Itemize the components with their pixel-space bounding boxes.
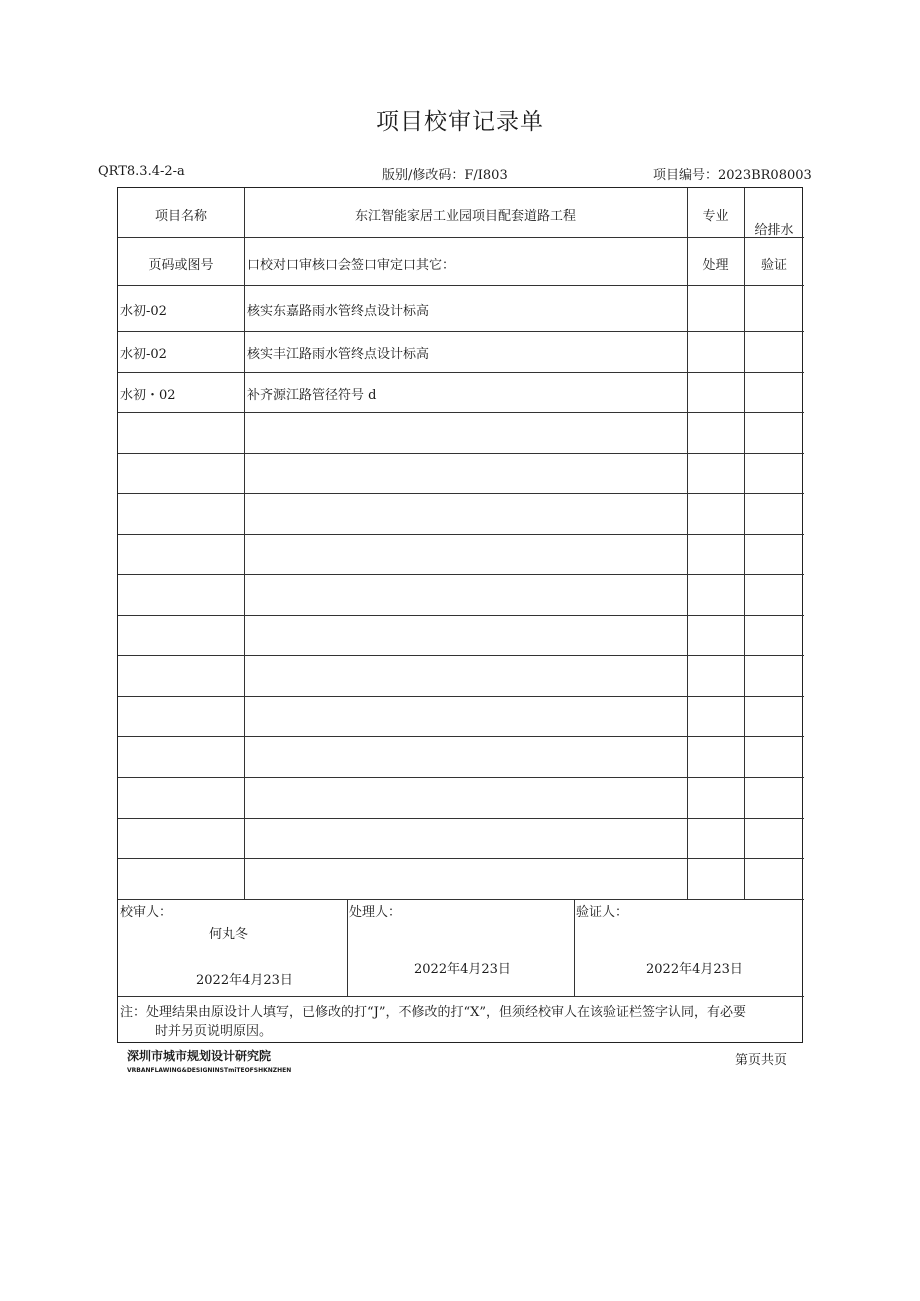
handler-label: 处理人： xyxy=(349,905,402,920)
row-content: 补齐源江路管径符号 d xyxy=(247,388,377,403)
row-divider xyxy=(118,615,804,616)
verify-label: 验证 xyxy=(760,258,787,273)
review-record-table xyxy=(117,187,803,1043)
handler-date: 2022年4月23日 xyxy=(414,962,511,977)
column-divider xyxy=(347,899,348,996)
row-page-ref: 水初-02 xyxy=(120,347,167,362)
row-content: 核实东嘉路雨水管终点设计标高 xyxy=(247,304,430,319)
discipline-label: 专业 xyxy=(702,209,729,224)
reviewer-name: 何丸冬 xyxy=(209,927,249,942)
row-divider xyxy=(118,453,804,454)
version-code: 版别/修改码：F/I803 xyxy=(382,168,508,183)
row-divider xyxy=(118,655,804,656)
row-divider xyxy=(118,818,804,819)
project-number: 项目编号：2023BR08003 xyxy=(653,168,812,183)
row-page-ref: 水初・02 xyxy=(120,388,176,403)
page-title: 项目校审记录单 xyxy=(376,109,544,135)
column-divider xyxy=(744,188,745,899)
project-name-value: 东江智能家居工业园项目配套道路工程 xyxy=(354,209,576,224)
page-number-label: 页码或图号 xyxy=(148,258,214,273)
reviewer-date: 2022年4月23日 xyxy=(196,973,293,988)
discipline-value: 给排水 xyxy=(754,223,794,238)
note-line-1: 注：处理结果由原设计人填写，已修改的打“J”，不修改的打“X”，但须经校审人在该验证栏签字认同，有必要 xyxy=(120,1005,747,1020)
form-code: QRT8.3.4-2-a xyxy=(98,164,185,179)
column-divider xyxy=(574,899,575,996)
row-divider xyxy=(118,736,804,737)
project-name-label: 项目名称 xyxy=(154,209,207,224)
row-divider xyxy=(118,412,804,413)
row-page-ref: 水初-02 xyxy=(120,304,167,319)
row-divider xyxy=(118,493,804,494)
reviewer-label: 校审人： xyxy=(120,905,173,920)
row-divider xyxy=(118,574,804,575)
institute-name-english: VRBANFLAWING&DESIGNINSTmiTEOFSHKNZHEN xyxy=(127,1067,292,1074)
row-divider xyxy=(118,777,804,778)
review-type-options: 口校对口审核口会签口审定口其它： xyxy=(247,258,456,273)
row-divider xyxy=(118,996,804,997)
row-divider xyxy=(118,534,804,535)
row-divider xyxy=(118,237,804,238)
row-divider xyxy=(118,696,804,697)
verifier-label: 验证人： xyxy=(576,905,629,920)
row-divider xyxy=(118,858,804,859)
note-line-2: 时并另页说明原因。 xyxy=(155,1024,273,1039)
row-divider xyxy=(118,285,804,286)
page-count: 第页共页 xyxy=(735,1053,788,1068)
row-divider xyxy=(118,899,804,900)
institute-name: 深圳市城市规划设计研究院 xyxy=(127,1049,272,1063)
column-divider xyxy=(244,188,245,899)
row-divider xyxy=(118,331,804,332)
handling-label: 处理 xyxy=(702,258,729,273)
row-content: 核实丰江路雨水管终点设计标高 xyxy=(247,347,430,362)
column-divider xyxy=(687,188,688,899)
verifier-date: 2022年4月23日 xyxy=(646,962,743,977)
row-divider xyxy=(118,372,804,373)
